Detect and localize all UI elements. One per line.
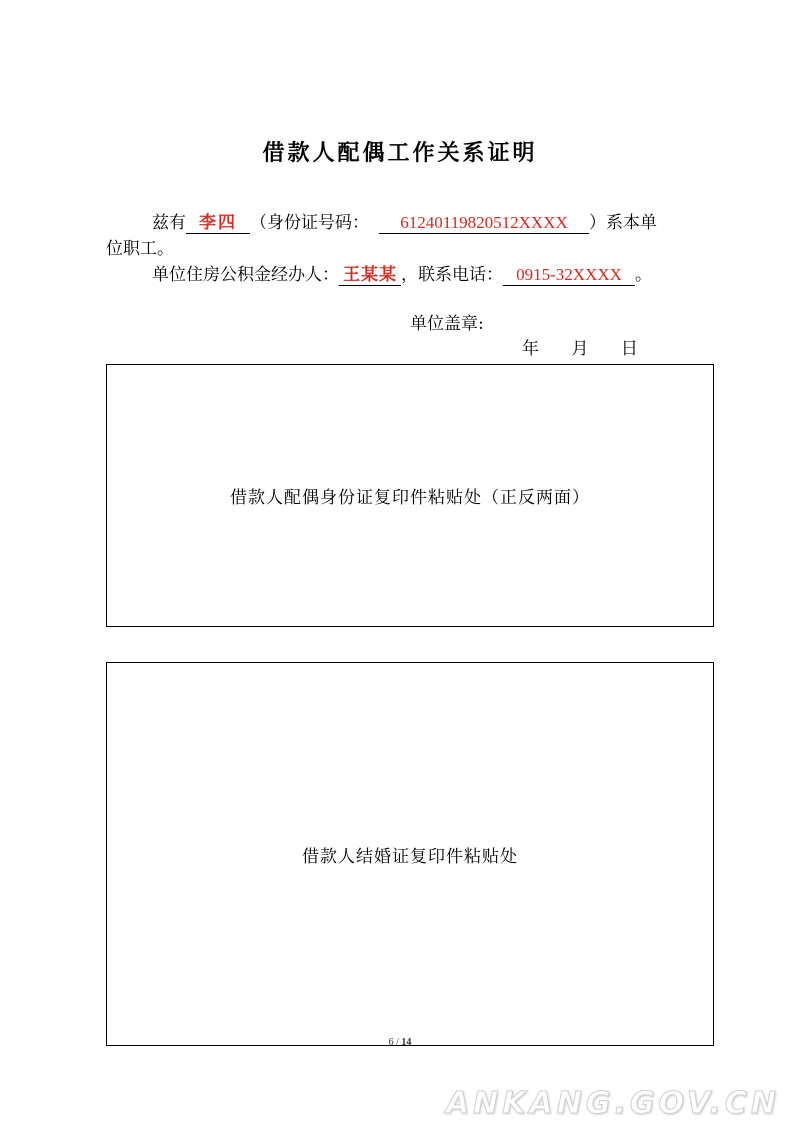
id-card-paste-label: 借款人配偶身份证复印件粘贴处（正反两面）	[230, 488, 590, 508]
paragraph-2	[152, 264, 652, 286]
id-card-paste-box	[106, 364, 714, 627]
para1-suffix: ）系本单	[589, 213, 657, 233]
seal-label: 单位盖章:	[410, 314, 484, 334]
date-day: 日	[620, 339, 638, 359]
site-watermark: ANKANG.GOV.CN	[445, 1086, 780, 1121]
handler-name: 王某某	[339, 265, 401, 286]
paragraph-1-line-1	[152, 212, 657, 234]
date-line	[522, 334, 638, 359]
marriage-cert-paste-label: 借款人结婚证复印件粘贴处	[302, 846, 518, 867]
page-current: 6	[388, 1037, 394, 1048]
paragraph-1-line-2	[106, 238, 174, 260]
document-title: 借款人配偶工作关系证明	[262, 141, 538, 166]
date-year: 年	[522, 339, 539, 359]
id-number: 61240119820512XXXX	[379, 213, 589, 234]
page-separator: /	[396, 1037, 399, 1048]
phone-label: ，联系电话：	[401, 265, 503, 285]
employee-name: 李四	[186, 213, 250, 234]
marriage-cert-paste-box	[106, 662, 714, 1046]
id-label: （身份证号码：	[250, 213, 369, 233]
para1-prefix: 兹有	[152, 213, 186, 233]
page-number	[0, 1037, 800, 1048]
handler-label: 单位住房公积金经办人：	[152, 265, 339, 285]
date-month: 月	[571, 339, 589, 359]
phone-number: 0915-32XXXX	[503, 265, 635, 286]
page-total: 14	[401, 1037, 412, 1048]
para2-end: 。	[635, 265, 652, 285]
para1-continuation: 位职工。	[106, 239, 174, 259]
